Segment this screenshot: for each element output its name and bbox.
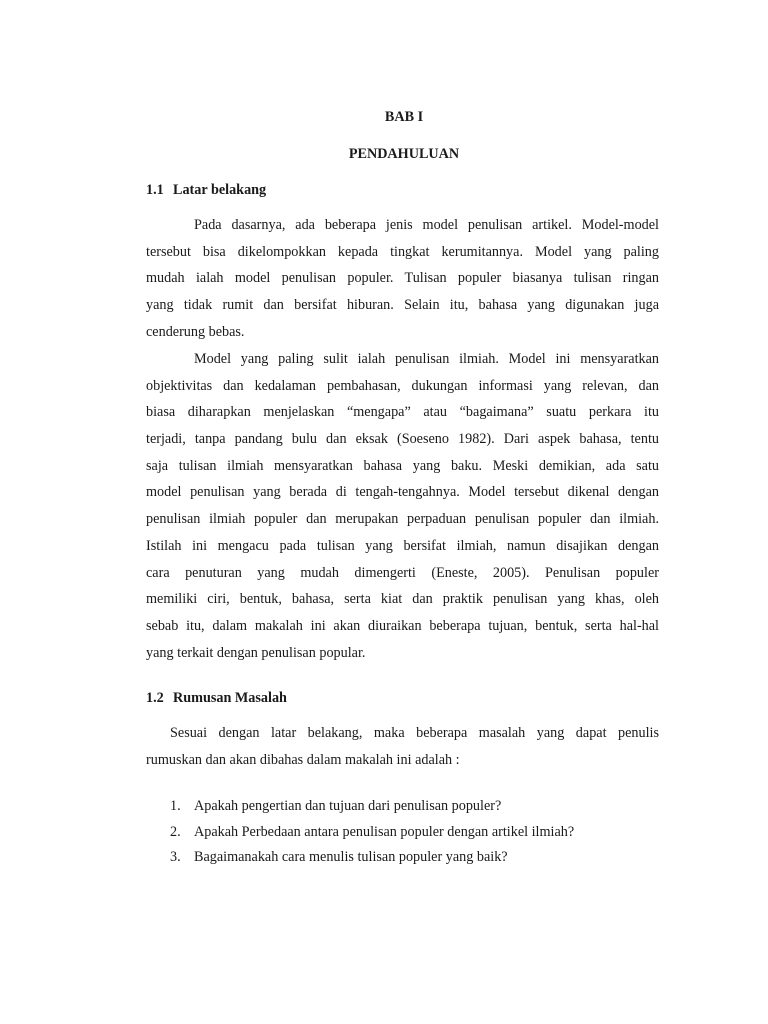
- text-line: saja tulisan ilmiah mensyaratkan bahasa yang baku. Meski demikian, ada satu: [146, 457, 659, 474]
- text-line: cenderung bebas.: [146, 323, 245, 340]
- chapter-title: PENDAHULUAN: [348, 146, 460, 162]
- paragraph-latar-belakang-1: [146, 212, 659, 345]
- list-number: 1.: [170, 798, 181, 814]
- paragraph-latar-belakang-2: [146, 346, 659, 666]
- text-line: cara penuturan yang mudah dimengerti (Eneste, 2005). Penulisan populer: [146, 564, 659, 581]
- chapter-number: BAB I: [384, 109, 424, 125]
- text-line: tersebut bisa dikelompokkan kepada tingkat kerumitannya. Model yang paling: [146, 243, 659, 260]
- section-number: 1.1: [146, 182, 164, 198]
- text-line: model penulisan yang berada di tengah-tengahnya. Model tersebut dikenal dengan: [146, 484, 659, 501]
- text-line: sebab itu, dalam makalah ini akan diuraikan beberapa tujuan, bentuk, serta hal-hal: [146, 617, 659, 634]
- text-line: objektivitas dan kedalaman pembahasan, dukungan informasi yang relevan, dan: [146, 377, 659, 394]
- section-heading-rumusan-masalah: [146, 690, 287, 707]
- question-list: [170, 794, 574, 871]
- paragraph-rumusan-masalah: [146, 720, 659, 773]
- list-number: 3.: [170, 849, 181, 865]
- list-item: [170, 845, 574, 871]
- text-line: Istilah ini mengacu pada tulisan yang bersifat ilmiah, namun disajikan dengan: [146, 537, 659, 554]
- text-line: mudah ialah model penulisan populer. Tulisan populer biasanya tulisan ringan: [146, 270, 659, 287]
- text-line: yang tidak rumit dan bersifat hiburan. Selain itu, bahasa yang digunakan juga: [146, 297, 659, 314]
- text-line: memiliki ciri, bentuk, bahasa, serta kiat dan praktik penulisan yang khas, oleh: [146, 591, 659, 608]
- text-line: Sesuai dengan latar belakang, maka beberapa masalah yang dapat penulis: [170, 725, 659, 741]
- list-text: Apakah Perbedaan antara penulisan populer dengan artikel ilmiah?: [194, 823, 575, 840]
- list-text: Apakah pengertian dan tujuan dari penulisan populer?: [194, 798, 502, 814]
- list-item: [170, 820, 574, 846]
- list-item: [170, 794, 574, 820]
- text-line: yang terkait dengan penulisan popular.: [146, 644, 366, 661]
- text-line: terjadi, tanpa pandang bulu dan eksak (Soeseno 1982). Dari aspek bahasa, tentu: [146, 431, 659, 448]
- list-text: Bagaimanakah cara menulis tulisan populer yang baik?: [194, 849, 508, 865]
- text-line: biasa diharapkan menjelaskan “mengapa” atau “bagaimana” suatu perkara itu: [146, 404, 659, 421]
- section-heading-latar-belakang: [146, 182, 266, 199]
- text-line: penulisan ilmiah populer dan merupakan perpaduan penulisan populer dan ilmiah.: [146, 511, 659, 528]
- text-line: Pada dasarnya, ada beberapa jenis model penulisan artikel. Model-model: [194, 217, 659, 233]
- list-number: 2.: [170, 823, 181, 840]
- section-title: Rumusan Masalah: [173, 690, 287, 706]
- text-line: Model yang paling sulit ialah penulisan ilmiah. Model ini mensyaratkan: [194, 351, 659, 367]
- section-number: 1.2: [146, 690, 164, 706]
- section-title: Latar belakang: [173, 182, 267, 198]
- text-line: rumuskan dan akan dibahas dalam makalah ini adalah :: [146, 751, 460, 768]
